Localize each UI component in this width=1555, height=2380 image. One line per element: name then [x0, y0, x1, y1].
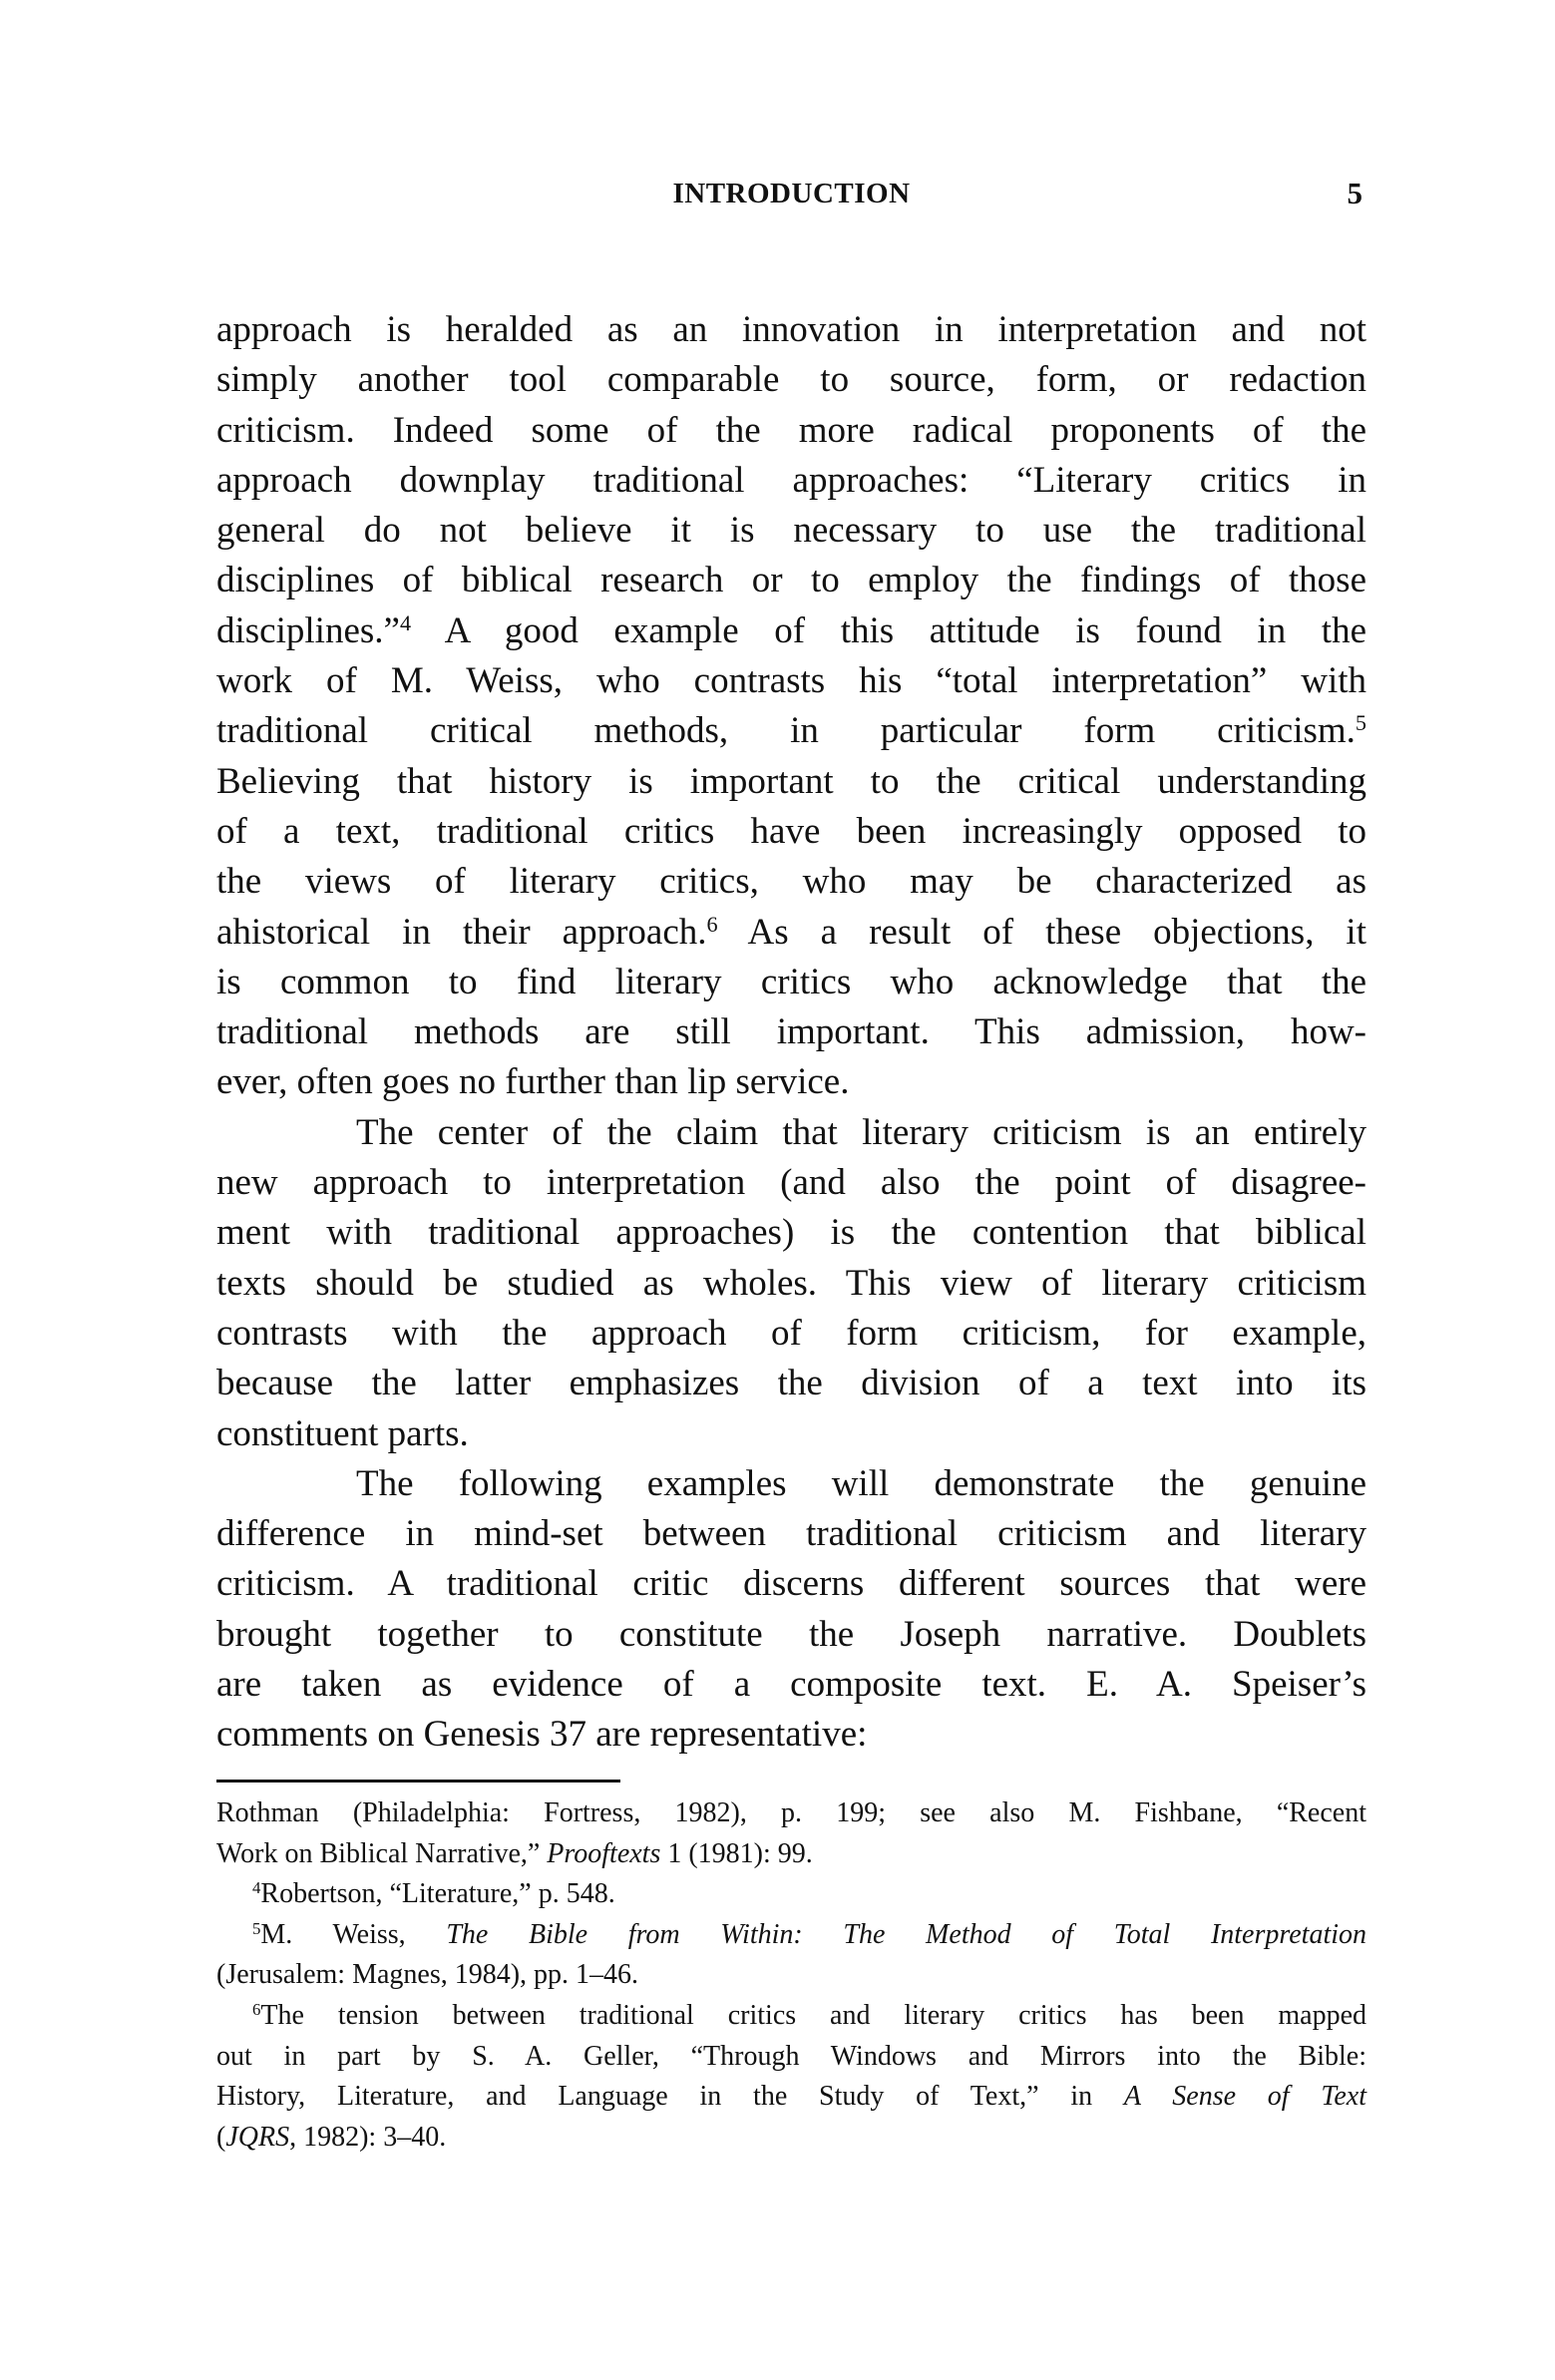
text-run: , 1982): 3–40.	[289, 2121, 447, 2153]
text-run: Believing that history is important to the critical understanding	[216, 760, 1366, 802]
footnote-marker: 5	[1355, 710, 1366, 736]
text-run: disciplines of biblical research or to employ the findings of those	[216, 560, 1366, 601]
body-line	[216, 305, 1366, 355]
body-line	[216, 1158, 1366, 1208]
text-run: approach is heralded as an innovation in interpretation and not	[216, 309, 1366, 350]
footnote-marker: 4	[252, 1877, 261, 1897]
text-run: As a result of these objections, it	[717, 911, 1366, 953]
footnote-line	[216, 2037, 1366, 2078]
footnote-marker: 4	[399, 609, 412, 635]
body-line	[216, 1259, 1366, 1309]
footnote-marker: 5	[252, 1918, 261, 1938]
text-run: ment with traditional approaches) is the contention that biblical	[216, 1212, 1366, 1254]
footnote-line	[216, 1834, 1366, 1875]
text-run: Robertson, “Literature,” p. 548.	[260, 1878, 615, 1910]
footnote-line	[216, 2077, 1366, 2118]
body-line	[216, 807, 1366, 857]
text-run: traditional critical methods, in particular form criticism.	[216, 710, 1356, 752]
text-run: Rothman (Philadelphia: Fortress, 1982), p. 199; see also M. Fishbane, “Recent	[216, 1797, 1366, 1828]
text-run: History, Literature, and Language in the Study of Text,” in	[216, 2081, 1124, 2113]
body-line	[216, 1309, 1366, 1359]
footnotes	[216, 1793, 1366, 2158]
italic-title: Prooftexts	[547, 1837, 661, 1869]
body-line	[216, 757, 1366, 807]
text-run: approach downplay traditional approaches: “Literary critics in	[216, 459, 1366, 501]
text-run: The following examples will demonstrate the genuine	[356, 1462, 1366, 1504]
text-run: is common to find literary critics who acknowledge that the	[216, 961, 1366, 1002]
body-line	[216, 1108, 1366, 1158]
text-run: work of M. Weiss, who contrasts his “total interpretation” with	[216, 660, 1366, 702]
text-run: disciplines.”	[216, 609, 400, 651]
body-line	[216, 1359, 1366, 1408]
body-line	[216, 706, 1366, 756]
body-line	[216, 606, 1366, 656]
text-run: A good example of this attitude is found in the	[411, 609, 1366, 651]
text-run: M. Weiss,	[260, 1918, 447, 1950]
text-run: new approach to interpretation (and also the point of disagree-	[216, 1162, 1366, 1204]
footnote-line	[216, 1955, 1366, 1996]
body-line	[216, 908, 1366, 958]
body-line	[216, 1660, 1366, 1710]
body-text	[216, 305, 1366, 1761]
text-run: difference in mind-set between traditional criticism and literary	[216, 1513, 1366, 1555]
text-run: criticism. Indeed some of the more radical proponents of the	[216, 409, 1366, 451]
body-line	[216, 857, 1366, 907]
body-line	[216, 1559, 1366, 1609]
body-line	[216, 1208, 1366, 1258]
body-line	[216, 506, 1366, 556]
text-run: general do not believe it is necessary to use the traditional	[216, 510, 1366, 552]
text-run: the views of literary critics, who may be characterized as	[216, 861, 1366, 903]
text-run: (Jerusalem: Magnes, 1984), pp. 1–46.	[216, 1959, 639, 1991]
text-run: (	[216, 2121, 226, 2153]
footnote-line	[216, 1874, 1366, 1915]
body-line	[216, 1409, 1366, 1459]
text-run: simply another tool comparable to source, form, or redaction	[216, 359, 1366, 401]
body-line	[216, 406, 1366, 456]
body-line	[216, 1710, 1366, 1760]
footnote-line	[216, 1915, 1366, 1956]
body-line	[216, 1459, 1366, 1509]
text-run: of a text, traditional critics have been increasingly opposed to	[216, 810, 1366, 852]
page-number: 5	[1347, 176, 1362, 210]
text-run: constituent parts.	[216, 1412, 469, 1454]
body-line	[216, 456, 1366, 506]
body-line	[216, 556, 1366, 605]
body-line	[216, 355, 1366, 405]
text-run: Work on Biblical Narrative,”	[216, 1837, 548, 1869]
footnote-line	[216, 1793, 1366, 1834]
footnote-marker: 6	[252, 1999, 261, 2019]
body-line	[216, 1057, 1366, 1107]
italic-title: A Sense of Text	[1123, 2081, 1366, 2113]
body-line	[216, 1509, 1366, 1559]
page-header	[216, 170, 1366, 219]
body-line	[216, 1007, 1366, 1057]
footnote-line	[216, 2118, 1366, 2159]
italic-title: The Bible from Within: The Method of Total Interpretation	[446, 1918, 1366, 1950]
footnote-marker: 6	[706, 911, 718, 937]
text-run: traditional methods are still important. This admission, how-	[216, 1011, 1366, 1053]
text-run: The center of the claim that literary criticism is an entirely	[356, 1111, 1366, 1153]
body-line	[216, 656, 1366, 706]
running-head: INTRODUCTION	[672, 178, 911, 209]
text-run: because the latter emphasizes the division of a text into its	[216, 1363, 1366, 1404]
text-run: ever, often goes no further than lip service.	[216, 1061, 850, 1103]
text-run: criticism. A traditional critic discerns different sources that were	[216, 1563, 1366, 1605]
footnote-line	[216, 1996, 1366, 2037]
text-run: The tension between traditional critics and literary critics has been mapped	[260, 1999, 1366, 2031]
text-run: out in part by S. A. Geller, “Through Windows and Mirrors into the Bible:	[216, 2040, 1366, 2072]
text-run: comments on Genesis 37 are representative:	[216, 1714, 868, 1756]
text-run: texts should be studied as wholes. This view of literary criticism	[216, 1262, 1366, 1304]
footnote-divider	[216, 1780, 620, 1783]
text-run: are taken as evidence of a composite text. E. A. Speiser’s	[216, 1664, 1366, 1706]
italic-title: JQRS	[225, 2121, 290, 2153]
body-line	[216, 958, 1366, 1007]
body-line	[216, 1610, 1366, 1660]
text-run: contrasts with the approach of form criticism, for example,	[216, 1312, 1366, 1354]
text-run: brought together to constitute the Joseph narrative. Doublets	[216, 1613, 1366, 1655]
text-run: 1 (1981): 99.	[660, 1837, 813, 1869]
text-run: ahistorical in their approach.	[216, 911, 707, 953]
